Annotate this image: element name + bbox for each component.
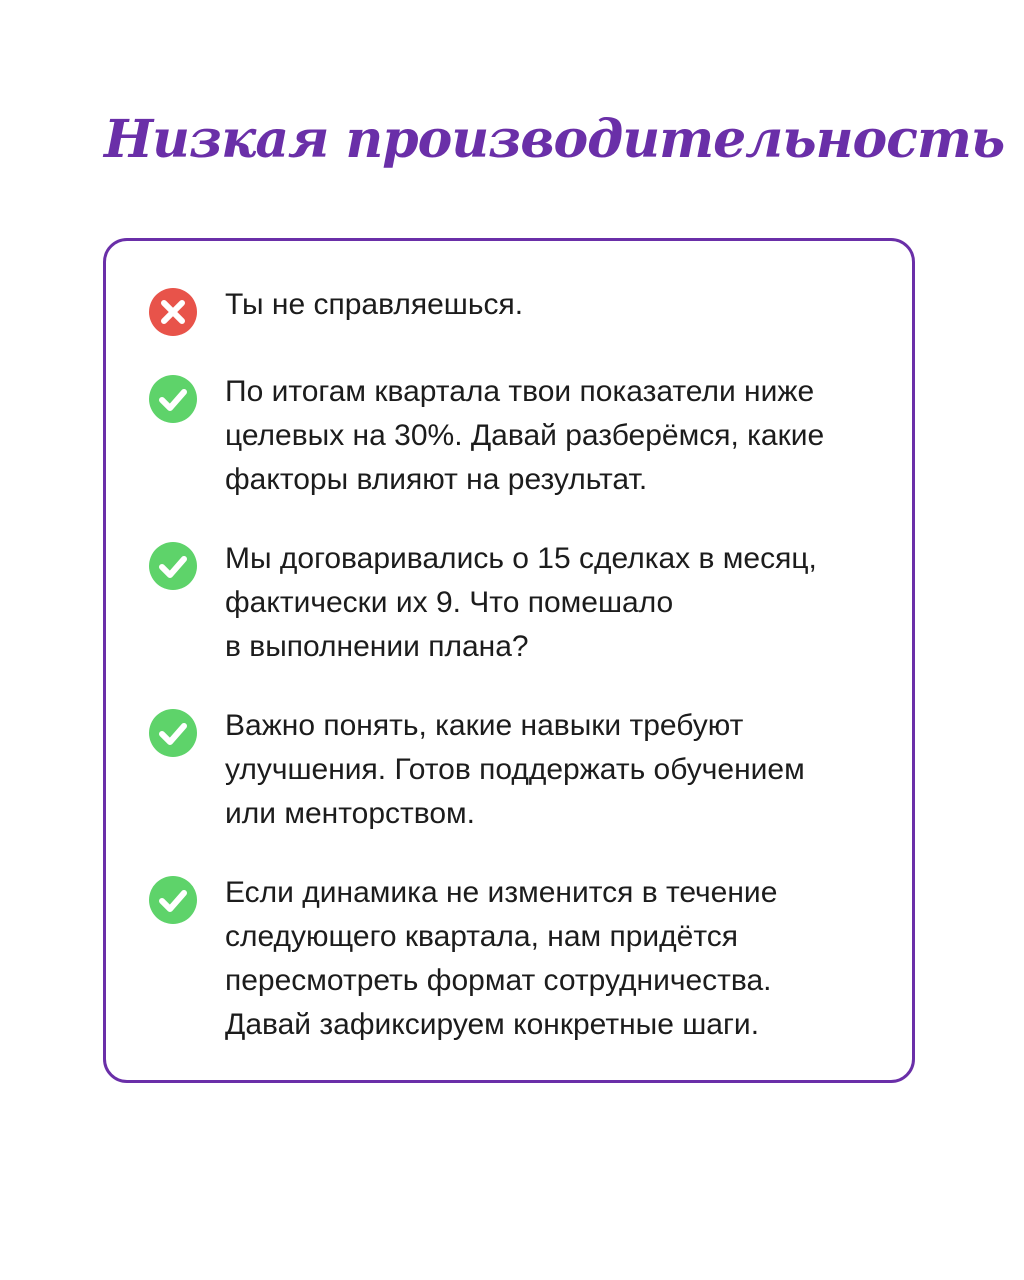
item-text: Если динамика не изменится в течение следующего квартала, нам придётся пересмотреть формат сотрудничества. Давай зафиксируем конкретные шаги. — [225, 876, 778, 1041]
list-item-right — [148, 704, 882, 836]
list-item-wrong — [148, 283, 882, 327]
phrases-card — [103, 238, 915, 1083]
check-mark-icon — [148, 708, 198, 758]
item-text: По итогам квартала твои показатели ниже целевых на 30%. Давай разберёмся, какие факторы влияют на результат. — [225, 375, 825, 496]
cross-mark-icon — [148, 287, 198, 337]
list-item-right — [148, 537, 882, 669]
item-text: Важно понять, какие навыки требуют улучшения. Готов поддержать обучением или менторством. — [225, 709, 805, 830]
item-text: Ты не справляешься. — [225, 288, 524, 321]
list-item-right — [148, 871, 882, 1047]
check-mark-icon — [148, 374, 198, 424]
check-mark-icon — [148, 541, 198, 591]
check-mark-icon — [148, 875, 198, 925]
page-title: Низкая производительность — [104, 109, 1005, 170]
list-item-right — [148, 370, 882, 502]
item-text: Мы договаривались о 15 сделках в месяц, фактически их 9. Что помешало в выполнении плана? — [225, 542, 817, 663]
